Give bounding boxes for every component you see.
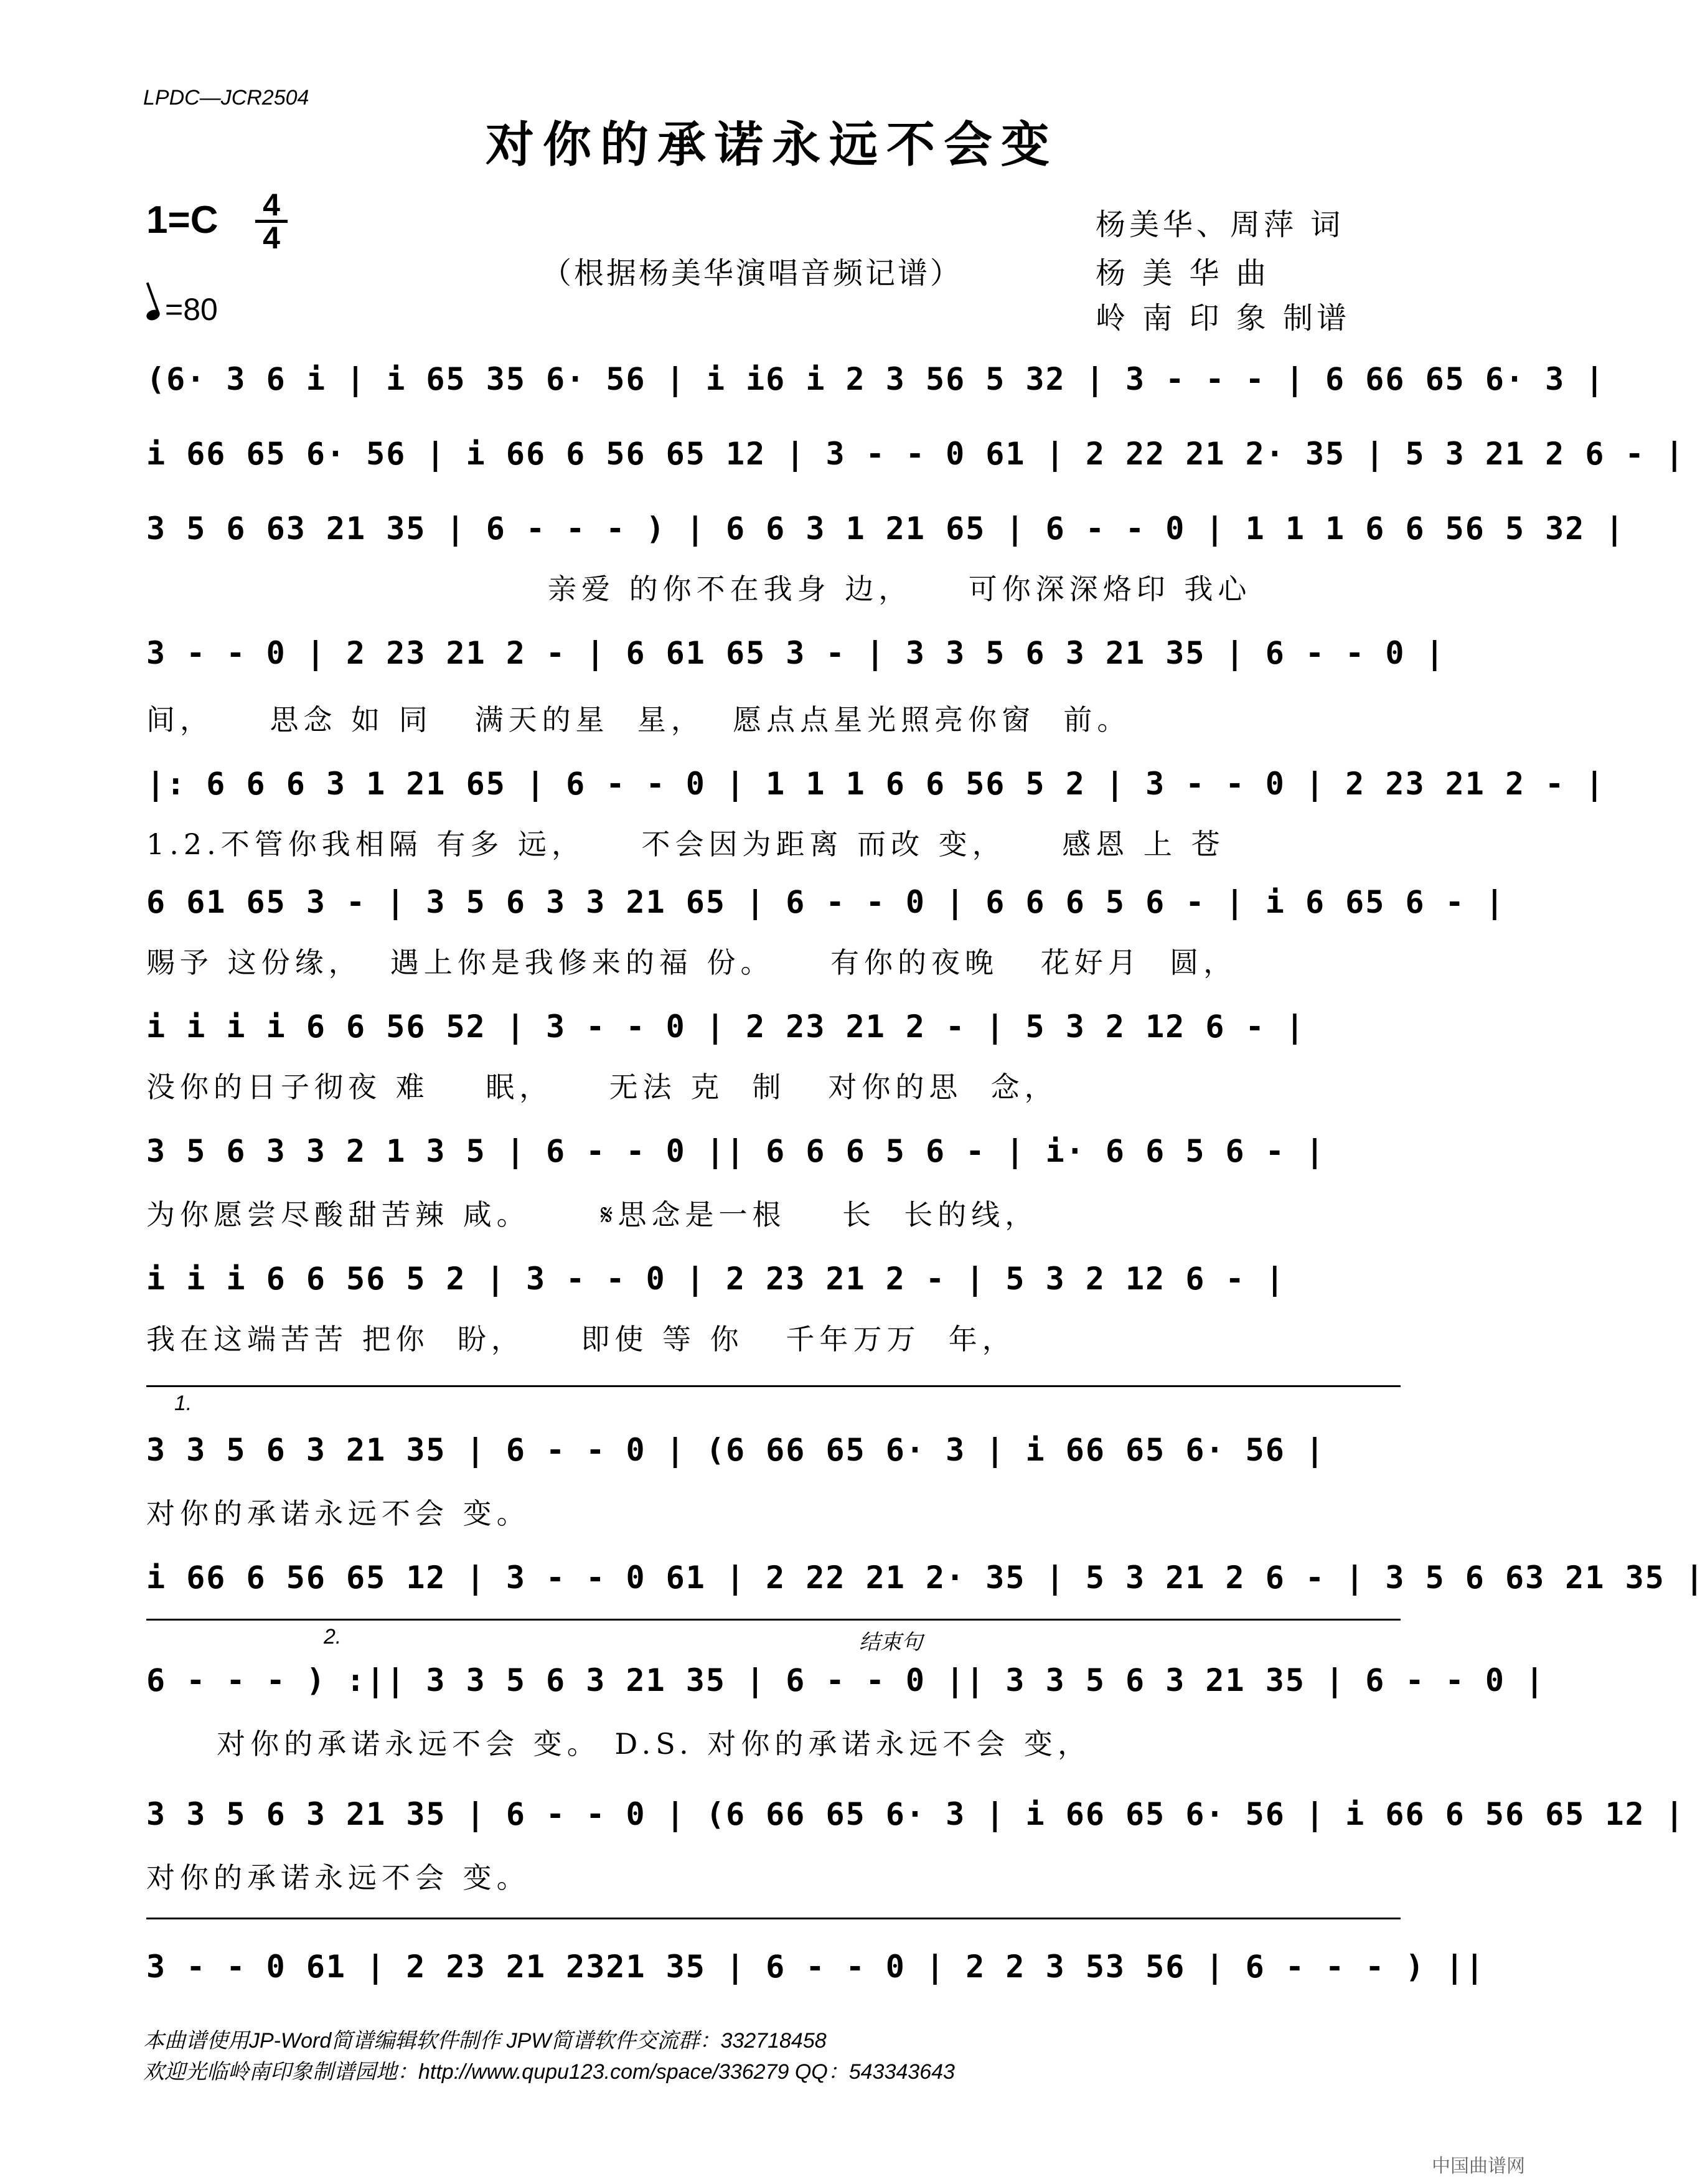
notation-row-8: 3 5 6 3 3 2 1 3 5 | 6 - - 0 || 6 6 6 5 6 - | i· 6 6 5 6 - |: [146, 1133, 1326, 1169]
lyric-row-13: 对你的承诺永远不会 变。: [146, 1861, 530, 1895]
notation-row-1: (6· 3 6 i | i 65 35 6· 56 | i i6 i 2 3 56 5 32 | 3 - - - | 6 66 65 6· 3 |: [146, 361, 1605, 397]
lyric-row-8: 为你愿尝尽酸甜苦辣 咸。 𝄋思念是一根 长 长的线，: [146, 1198, 1039, 1231]
tempo-value: =80: [165, 292, 218, 327]
time-signature: [255, 187, 288, 255]
coda-bracket: [146, 1918, 1401, 1919]
notation-row-14: 3 - - 0 61 | 2 23 21 2321 35 | 6 - - 0 | 2 2 3 53 56 | 6 - - - ) ||: [146, 1949, 1485, 1985]
notation-row-4: 3 - - 0 | 2 23 21 2 - | 6 61 65 3 - | 3 3 5 6 3 21 35 | 6 - - 0 |: [146, 635, 1445, 671]
footer-line-1: 本曲谱使用JP-Word简谱编辑软件制作 JPW简谱软件交流群：332718458: [143, 2029, 827, 2053]
notation-row-3: 3 5 6 63 21 35 | 6 - - - ) | 6 6 3 1 21 65 | 6 - - 0 | 1 1 1 6 6 56 5 32 |: [146, 511, 1625, 547]
lyric-row-12: 对你的承诺永远不会 变。 D.S. 对你的承诺永远不会 变，: [146, 1727, 1091, 1761]
volta-label-1: 1.: [174, 1391, 192, 1415]
notation-row-10: 3 3 5 6 3 21 35 | 6 - - 0 | (6 66 65 6· 3 | i 66 65 6· 56 |: [146, 1432, 1326, 1468]
time-sig-top: 4: [263, 187, 280, 222]
key-signature: 1=C: [146, 199, 218, 242]
lyric-row-3: 亲爱 的你不在我身 边， 可你深深烙印 我心: [548, 572, 1252, 606]
ending-label: 结束句: [859, 1631, 923, 1654]
footer-line-2: 欢迎光临岭南印象制谱园地：http://www.qupu123.com/space/336279 QQ：543343643: [143, 2060, 955, 2084]
lyric-row-5: 1.2.不管你我相隔 有多 远， 不会因为距离 而改 变， 感恩 上 苍: [146, 827, 1225, 861]
notation-row-13: 3 3 5 6 3 21 35 | 6 - - 0 | (6 66 65 6· 3 | i 66 65 6· 56 | i 66 6 56 65 12 |: [146, 1796, 1685, 1832]
notation-row-7: i i i i 6 6 56 52 | 3 - - 0 | 2 23 21 2 - | 5 3 2 12 6 - |: [146, 1009, 1305, 1045]
score-code: LPDC—JCR2504: [143, 86, 309, 110]
notation-row-6: 6 61 65 3 - | 3 5 6 3 3 21 65 | 6 - - 0 | 6 6 6 5 6 - | i 6 65 6 - |: [146, 884, 1505, 920]
quarter-note-icon: [145, 308, 161, 322]
time-sig-bottom: 4: [255, 220, 288, 253]
lyric-row-10: 对你的承诺永远不会 变。: [146, 1497, 530, 1530]
song-title: 对你的承诺永远不会变: [485, 116, 1058, 173]
transcription-basis: （根据杨美华演唱音频记谱）: [542, 256, 963, 291]
lyric-row-7: 没你的日子彻夜 难 眠， 无法 克 制 对你的思 念，: [146, 1070, 1058, 1104]
composer-credit: 杨 美 华 曲: [1096, 256, 1270, 291]
notation-row-2: i 66 65 6· 56 | i 66 6 56 65 12 | 3 - - 0 61 | 2 22 21 2· 35 | 5 3 21 2 6 - |: [146, 436, 1685, 472]
notation-row-9: i i i 6 6 56 5 2 | 3 - - 0 | 2 23 21 2 - | 5 3 2 12 6 - |: [146, 1261, 1285, 1297]
lyric-row-9: 我在这端苦苦 把你 盼， 即使 等 你 千年万万 年，: [146, 1322, 1016, 1356]
lyric-row-4: 间， 思念 如 同 满天的星 星， 愿点点星光照亮你窗 前。: [146, 703, 1131, 737]
tempo-marking: [146, 291, 218, 327]
watermark-logo: 中国曲谱网: [1432, 2156, 1525, 2177]
lyricist-credit: 杨美华、周萍 词: [1096, 207, 1345, 242]
notation-row-5: |: 6 6 6 3 1 21 65 | 6 - - 0 | 1 1 1 6 6 56 5 2 | 3 - - 0 | 2 23 21 2 - |: [146, 766, 1605, 802]
lyric-row-6: 赐予 这份缘， 遇上你是我修来的福 份。 有你的夜晚 花好月 圆，: [146, 946, 1238, 979]
volta-label-2: 2.: [324, 1625, 342, 1649]
notation-row-12: 6 - - - ) :|| 3 3 5 6 3 21 35 | 6 - - 0 || 3 3 5 6 3 21 35 | 6 - - 0 |: [146, 1662, 1546, 1698]
volta-bracket-2: [146, 1619, 1401, 1621]
notation-row-11: i 66 6 56 65 12 | 3 - - 0 61 | 2 22 21 2· 35 | 5 3 21 2 6 - | 3 5 6 63 21 35 |: [146, 1560, 1705, 1596]
volta-bracket-1: [146, 1385, 1401, 1387]
arranger-credit: 岭 南 印 象 制谱: [1096, 301, 1351, 336]
